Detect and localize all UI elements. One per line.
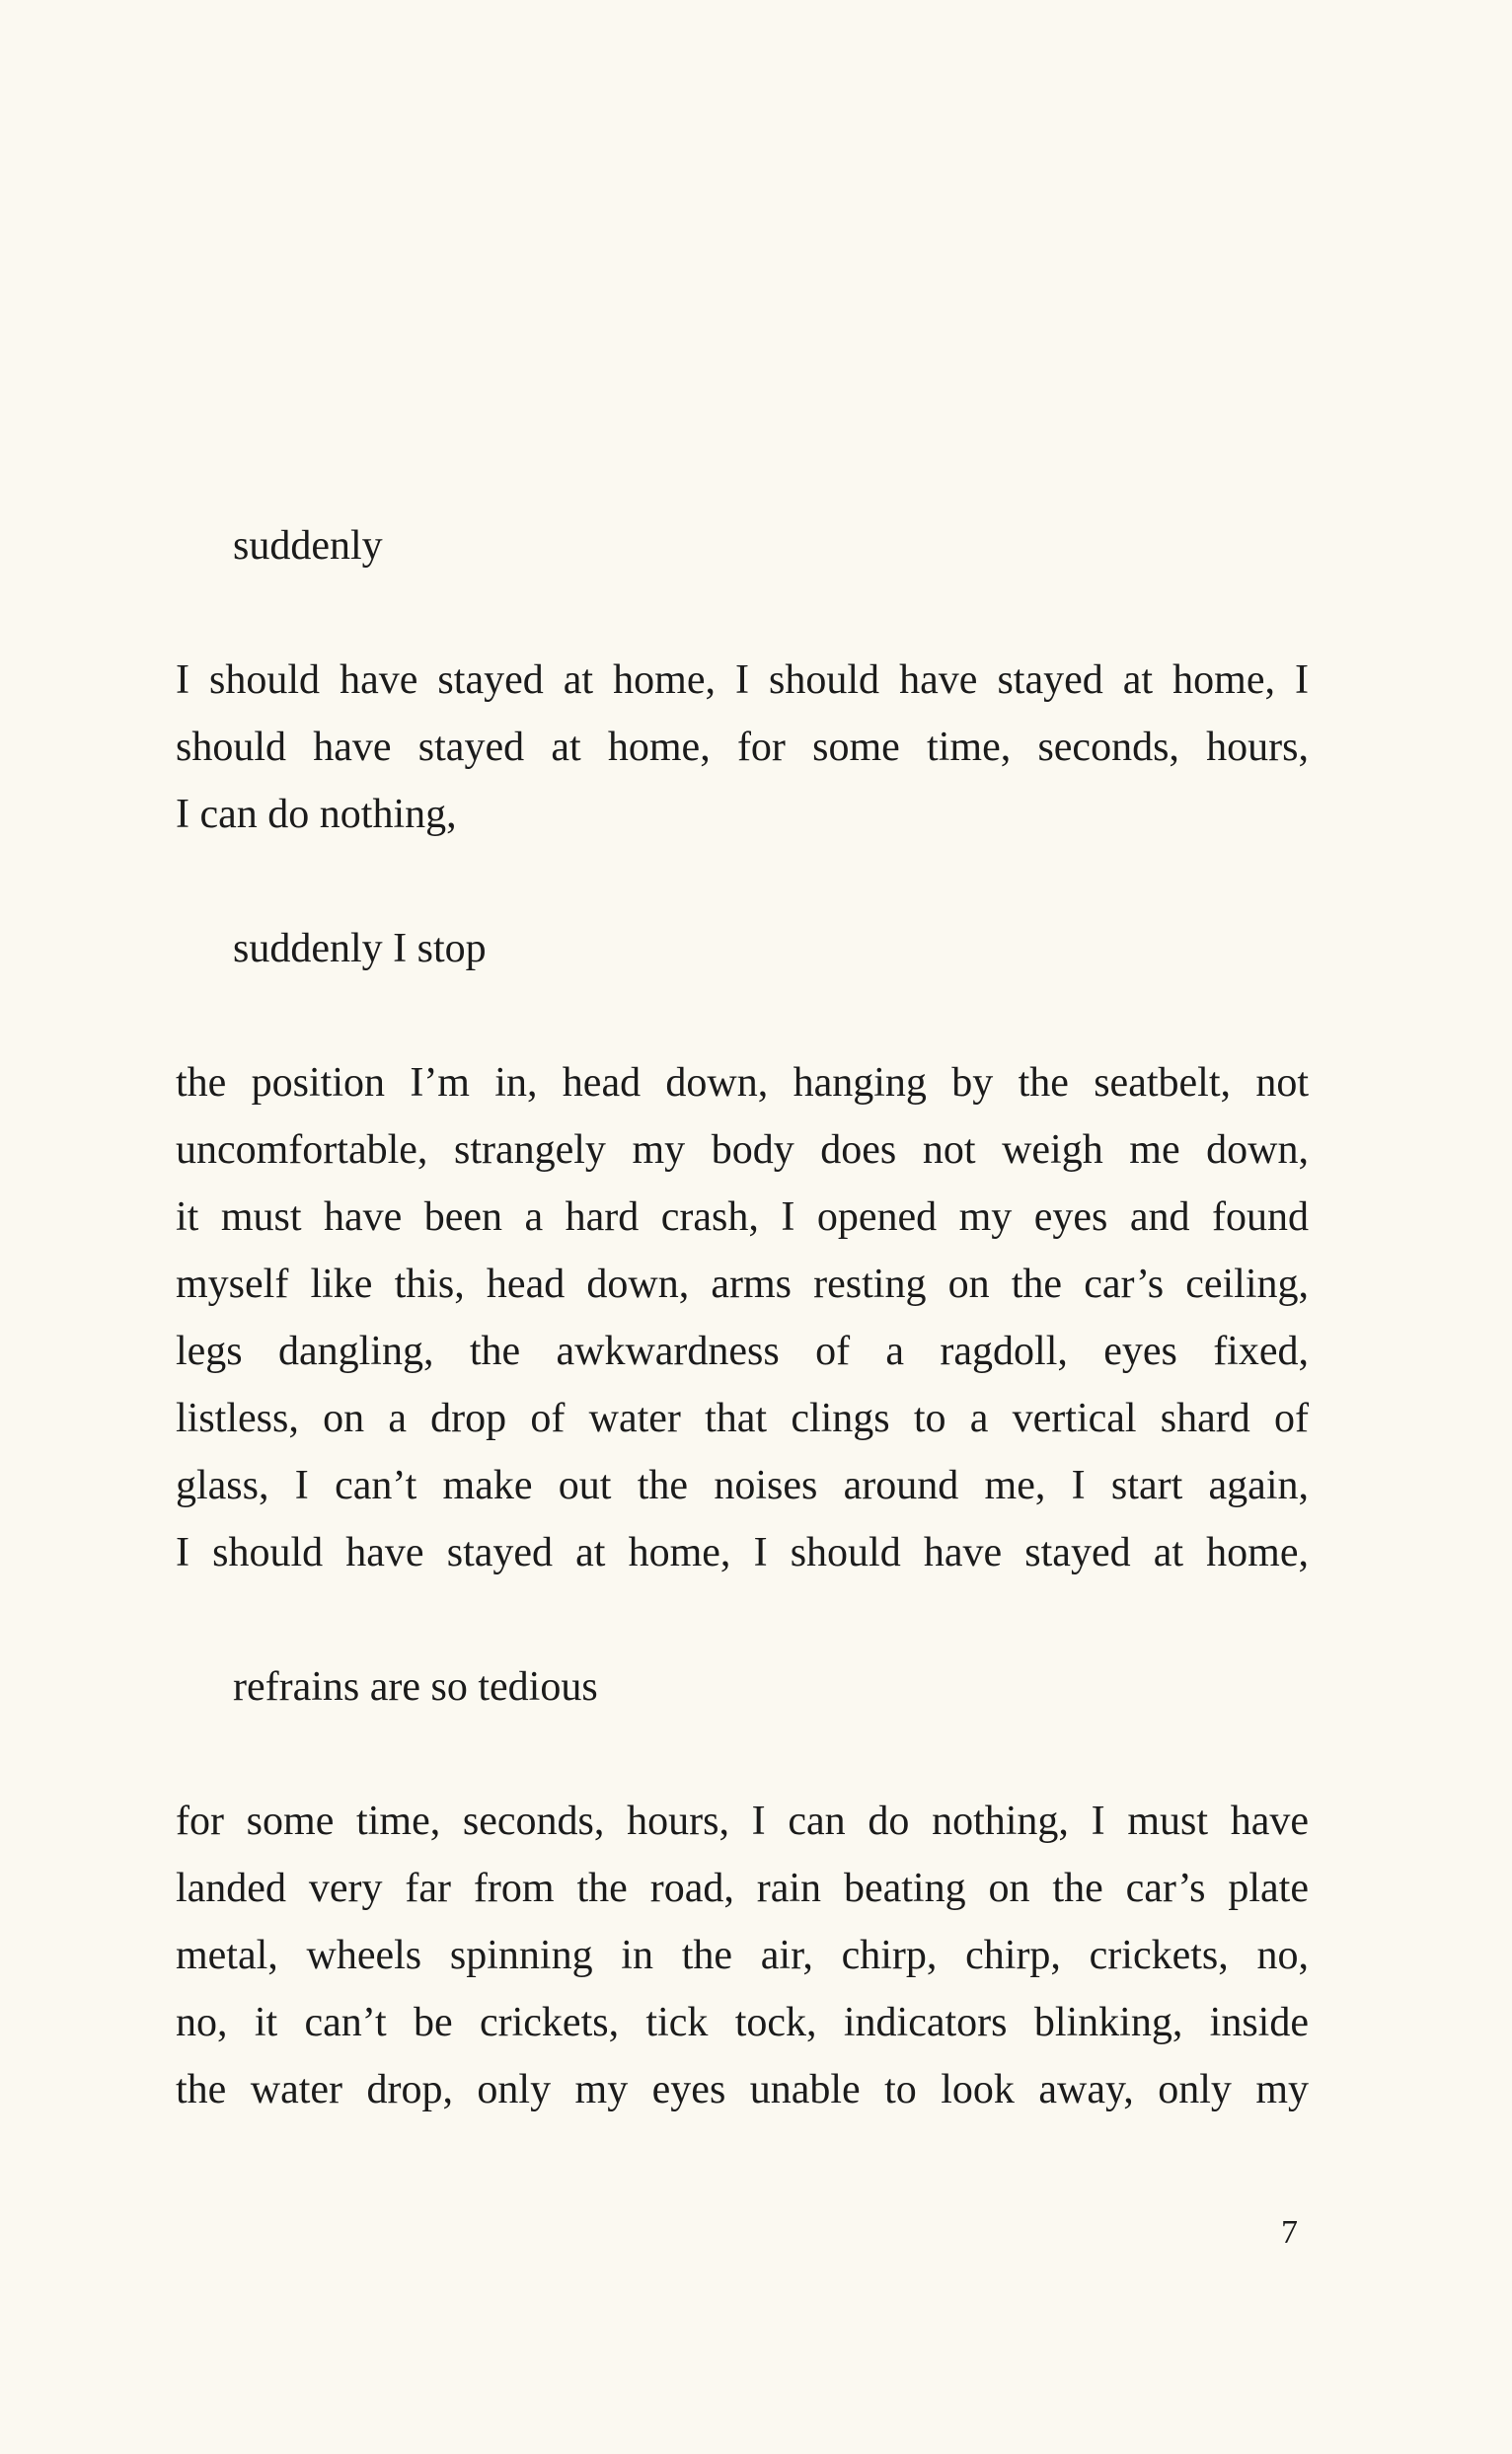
paragraph-2-line-3: it must have been a hard crash, I opened my eyes and found — [176, 1194, 1309, 1240]
paragraph-2-line-5: legs dangling, the awkwardness of a ragdoll, eyes fixed, — [176, 1329, 1309, 1374]
paragraph-1-line-1: I should have stayed at home, I should have stayed at home, I — [176, 657, 1309, 703]
paragraph-1-line-3: I can do nothing, — [176, 792, 457, 837]
paragraph-1-line-2: should have stayed at home, for some time, seconds, hours, — [176, 725, 1309, 770]
paragraph-3-line-1: for some time, seconds, hours, I can do nothing, I must have — [176, 1799, 1309, 1844]
paragraph-3-line-2: landed very far from the road, rain beating on the car’s plate — [176, 1866, 1309, 1911]
paragraph-3-line-4: no, it can’t be crickets, tick tock, indicators blinking, inside — [176, 2000, 1309, 2045]
indented-heading-refrains: refrains are so tedious — [233, 1664, 598, 1710]
paragraph-3-line-3: metal, wheels spinning in the air, chirp, chirp, crickets, no, — [176, 1933, 1309, 1978]
page-number: 7 — [1281, 2214, 1298, 2251]
paragraph-2-line-1: the position I’m in, head down, hanging by the seatbelt, not — [176, 1060, 1309, 1106]
paragraph-2-line-7: glass, I can’t make out the noises around me, I start again, — [176, 1463, 1309, 1508]
paragraph-2-line-8: I should have stayed at home, I should have stayed at home, — [176, 1530, 1309, 1575]
indented-heading-suddenly-i-stop: suddenly I stop — [233, 926, 487, 971]
paragraph-2-line-2: uncomfortable, strangely my body does not weigh me down, — [176, 1127, 1309, 1173]
paragraph-2-line-6: listless, on a drop of water that clings to a vertical shard of — [176, 1396, 1309, 1441]
indented-heading-suddenly: suddenly — [233, 523, 383, 569]
paragraph-2-line-4: myself like this, head down, arms resting on the car’s ceiling, — [176, 1262, 1309, 1307]
paragraph-3-line-5: the water drop, only my eyes unable to look away, only my — [176, 2067, 1309, 2112]
